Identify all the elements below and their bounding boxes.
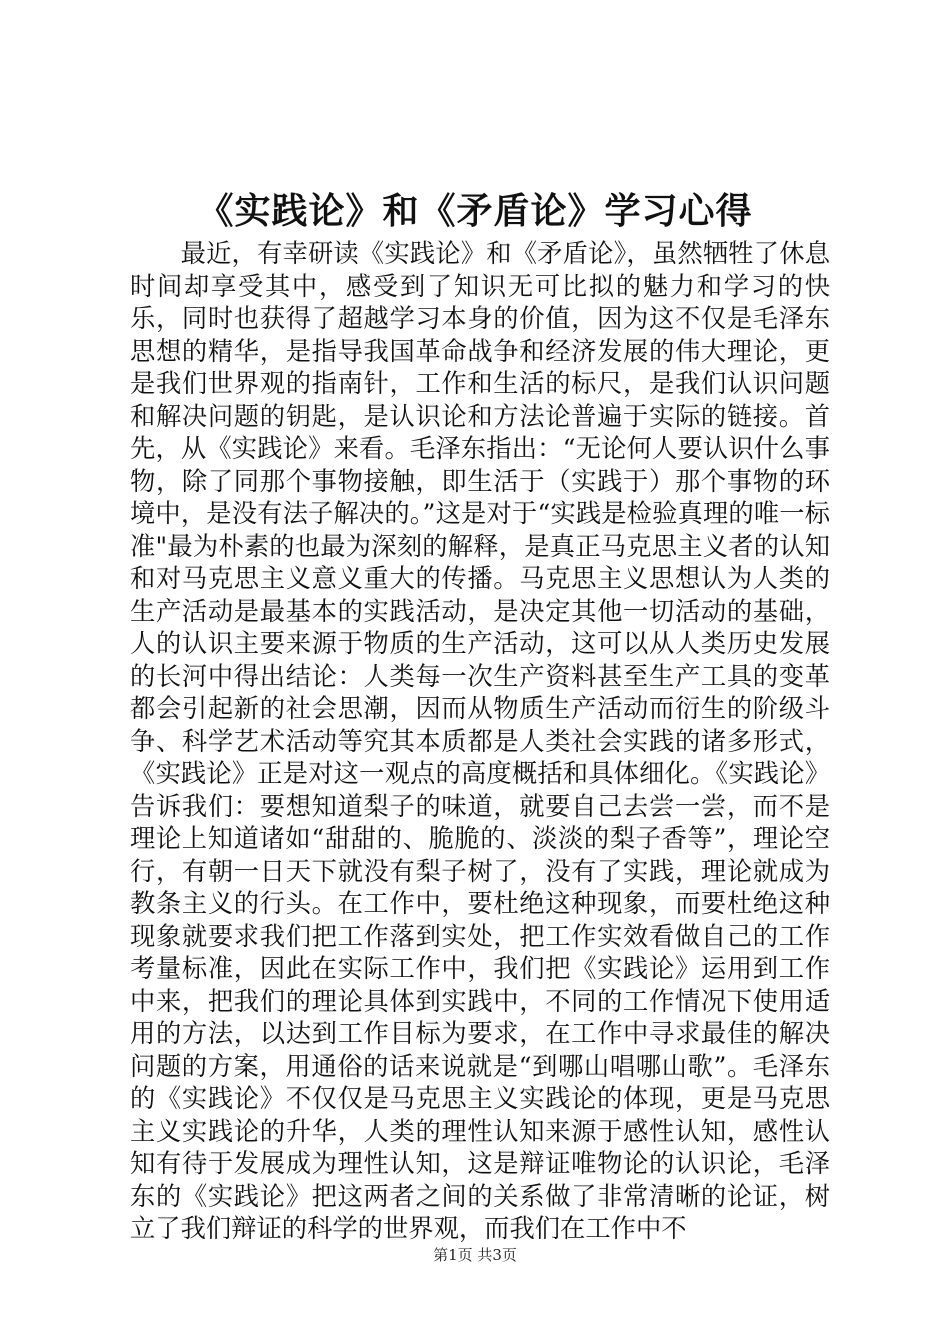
- page-number-footer: 第1页 共3页: [433, 1246, 517, 1264]
- body-paragraph: 最近，有幸研读《实践论》和《矛盾论》，虽然牺牲了休息时间却享受其中，感受到了知识无可比拟的魅力和学习的快乐，同时也获得了超越学习本身的价值，因为这不仅是毛泽东思想的精华，是指导我国革命战争和经济发展的伟大理论，更是我们世界观的指南针，工作和生活的标尺，是我们认识问题和解决问题的钥匙，是认识论和方法论普遍于实际的链接。首先，从《实践论》来看。毛泽东指出：“无论何人要认识什么事物，除了同那个事物接触，即生活于（实践于）那个事物的环境中，是没有法子解决的。”这是对于“实践是检验真理的唯一标准"最为朴素的也最为深刻的解释，是真正马克思主义者的认知和对马克思主义意义重大的传播。马克思主义思想认为人类的生产活动是最基本的实践活动，是决定其他一切活动的基础，人的认识主要来源于物质的生产活动，这可以从人类历史发展的长河中得出结论：人类每一次生产资料甚至生产工具的变革都会引起新的社会思潮，因而从物质生产活动而衍生的阶级斗争、科学艺术活动等究其本质都是人类社会实践的诸多形式，《实践论》正是对这一观点的高度概括和具体细化。《实践论》告诉我们：要想知道梨子的味道，就要自己去尝一尝，而不是理论上知道诸如“甜甜的、脆脆的、淡淡的梨子香等”，理论空行，有朝一日天下就没有梨子树了，没有了实践，理论就成为教条主义的行头。在工作中，要杜绝这种现象，而要杜绝这种现象就要求我们把工作落到实处，把工作实效看做自己的工作考量标准，因此在实际工作中，我们把《实践论》运用到工作中来，把我们的理论具体到实践中，不同的工作情况下使用适用的方法，以达到工作目标为要求，在工作中寻求最佳的解决问题的方案，用通俗的话来说就是“到哪山唱哪山歌”。毛泽东的《实践论》不仅仅是马克思主义实践论的体现，更是马克思主义实践论的升华，人类的理性认知来源于感性认知，感性认知有待于发展成为理性认知，这是辩证唯物论的认识论，毛泽东的《实践论》把这两者之间的关系做了非常清晰的论证，树立了我们辩证的科学的世界观，而我们在工作中不: [130, 239, 830, 1243]
- document-title: 《实践论》和《矛盾论》学习心得: [197, 191, 753, 232]
